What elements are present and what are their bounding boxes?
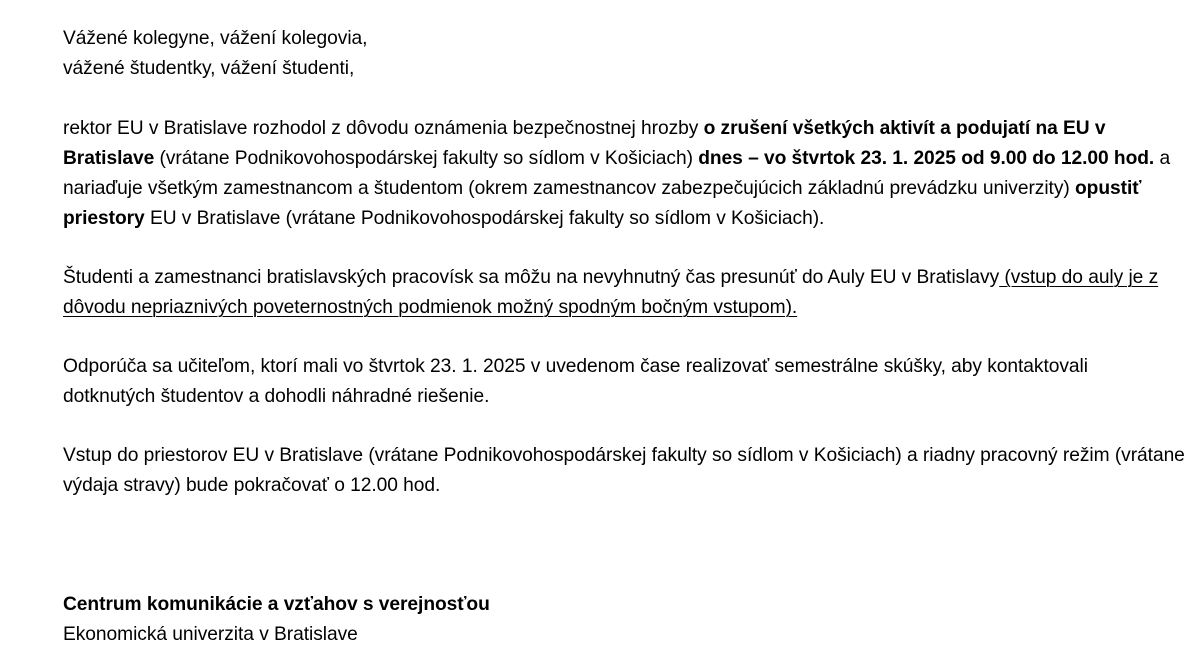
signature-organization: Ekonomická univerzita v Bratislave <box>63 624 358 645</box>
document-body <box>63 24 1185 650</box>
announcement-text-part-1: rektor EU v Bratislave rozhodol z dôvodu oznámenia bezpečnostnej hrozby <box>63 118 704 139</box>
paragraph-aula-relocation <box>63 263 1185 323</box>
aula-text-underlined: (vstup do auly je z dôvodu nepriaznivých poveternostných podmienok možný spodným bočným vstupom). <box>63 267 1159 318</box>
announcement-text-part-3: a nariaďuje všetkým zamestnancom a študentom (okrem zamestnancov zabezpečujúcich základnú prevádzku univerzity) <box>63 148 1171 199</box>
greeting-line-2: vážené študentky, vážení študenti, <box>63 58 355 79</box>
announcement-text-part-2: (vrátane Podnikovohospodárskej fakulty so sídlom v Košiciach) <box>154 148 699 169</box>
paragraph-resume-operations: Vstup do priestorov EU v Bratislave (vrátane Podnikovohospodárskej fakulty so sídlom v Košiciach) a riadny pracovný režim (vrátane výdaja stravy) bude pokračovať o 12.00 hod. <box>63 445 1185 496</box>
greeting-line-1: Vážené kolegyne, vážení kolegovia, <box>63 28 368 49</box>
announcement-bold-datetime: dnes – vo štvrtok 23. 1. 2025 od 9.00 do 12.00 hod. <box>698 148 1155 169</box>
paragraph-spacer-2 <box>63 234 1185 263</box>
paragraph-announcement <box>63 114 1185 234</box>
signature-department: Centrum komunikácie a vzťahov s verejnosťou <box>63 594 490 615</box>
paragraph-spacer-1 <box>63 84 1185 114</box>
paragraph-teachers-recommendation: Odporúča sa učiteľom, ktorí mali vo štvrtok 23. 1. 2025 v uvedenom čase realizovať semestrálne skúšky, aby kontaktovali dotknutých študentov a dohodli náhradné riešenie. <box>63 356 1088 407</box>
paragraph-spacer-4 <box>63 412 1185 441</box>
paragraph-spacer-3 <box>63 323 1185 352</box>
aula-text-regular: Študenti a zamestnanci bratislavských pracovísk sa môžu na nevyhnutný čas presunúť do Auly EU v Bratislavy <box>63 267 1000 288</box>
announcement-bold-cancellation: o zrušení všetkých aktivít a podujatí na EU v Bratislave <box>63 118 1106 169</box>
announcement-bold-vacate: opustiť priestory <box>63 178 1142 229</box>
announcement-text-part-4: EU v Bratislave (vrátane Podnikovohospodárskej fakulty so sídlom v Košiciach). <box>144 208 825 229</box>
signature-spacer <box>63 501 1185 590</box>
